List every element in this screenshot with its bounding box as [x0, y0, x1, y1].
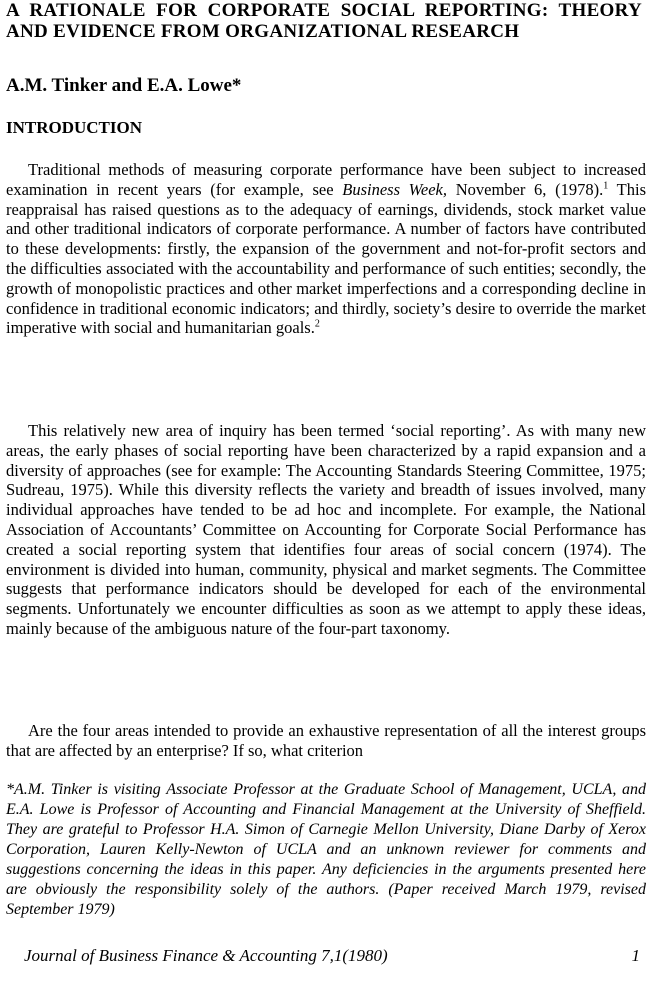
paragraph-3: Are the four areas intended to provide an exhaustive representation of all the interest groups that are affected by an enterprise? If so, what criterion [6, 721, 646, 760]
paragraph-1 [6, 160, 646, 338]
paragraph-2: This relatively new area of inquiry has been termed ‘social reporting’. As with many new areas, the early phases of social reporting have been characterized by a rapid expansion and a diversity of approaches (see for example: The Accounting Standards Steering Committee, 1975; Sudreau, 1975). While this diversity reflects the variety and breadth of issues involved, many individual approaches have tended to be ad hoc and incomplete. For example, the National Association of Accountants’ Committee on Accounting for Corporate Social Performance has created a social reporting system that identifies four areas of social concern (1974). The environment is divided into human, community, physical and market segments. The Committee suggests that performance indicators should be developed for each of the environmental segments. Unfortunately we encounter difficulties as soon as we attempt to apply these ideas, mainly because of the ambiguous nature of the four-part taxonomy. [6, 421, 646, 638]
paragraph-1-text-c: This reappraisal has raised questions as to the adequacy of earnings, dividends, stock market value and other traditional indicators of corporate performance. A number of factors have contributed to these developments: firstly, the expansion of the government and not-for-profit sectors and the difficulties associated with the accountability and performance of such entities; secondly, the growth of monopolistic practices and other market imperfections and a corresponding decline in confidence in traditional economic indicators; and thirdly, society’s desire to override the market imperative with social and humanitarian goals. [6, 179, 646, 338]
paper-title: A RATIONALE FOR CORPORATE SOCIAL REPORTING: THEORY AND EVIDENCE FROM ORGANIZATIONAL RESEARCH [6, 0, 642, 42]
journal-reference: Business Week, [342, 179, 448, 199]
page-footer [24, 946, 640, 966]
author-footnote: *A.M. Tinker is visiting Associate Professor at the Graduate School of Management, UCLA, and E.A. Lowe is Professor of Accounting and Financial Management at the University of Sheffield. They are grateful to Professor H.A. Simon of Carnegie Mellon University, Diane Darby of Xerox Corporation, Lauren Kelly-Newton of UCLA and an unknown reviewer for comments and suggestions concerning the ideas in this paper. Any deficiencies in the arguments presented here are obviously the responsibility solely of the authors. (Paper received March 1979, revised September 1979) [6, 781, 646, 918]
footnote-marker-2: 2 [314, 318, 320, 330]
section-heading-introduction: INTRODUCTION [6, 118, 143, 137]
page-number: 1 [631, 946, 640, 965]
paragraph-1-text-a: Traditional methods of measuring corporate performance have been subject to increased examination in recent years (for example, see [6, 160, 646, 199]
footnote-marker-1: 1 [603, 180, 609, 192]
journal-citation: Journal of Business Finance & Accounting 7,1(1980) [24, 946, 388, 965]
author-line: A.M. Tinker and E.A. Lowe* [6, 75, 242, 96]
paragraph-1-text-b: November 6, (1978). [447, 179, 604, 199]
